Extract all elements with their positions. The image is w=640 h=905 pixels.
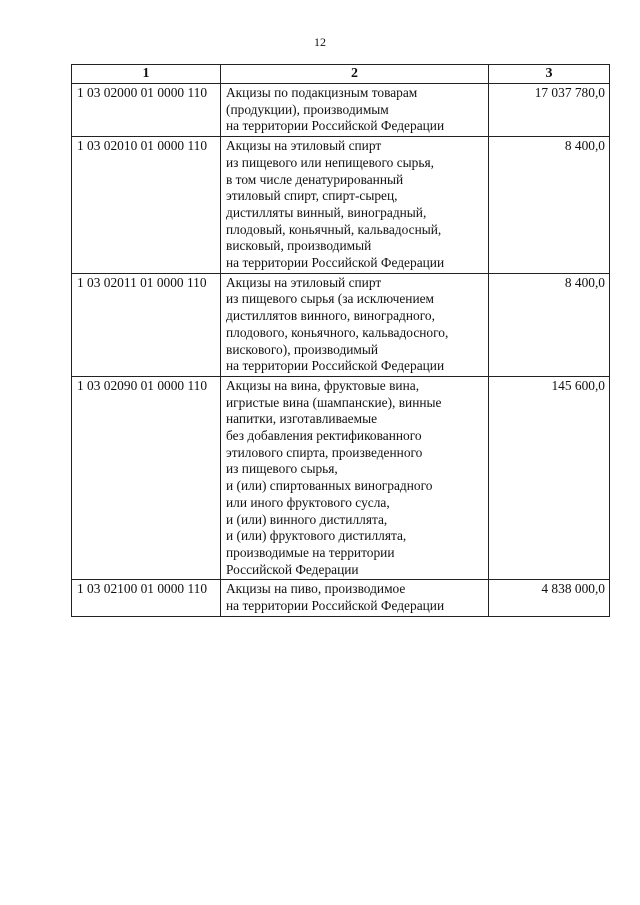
revenue-amount: 8 400,0 — [489, 137, 610, 274]
revenue-amount: 17 037 780,0 — [489, 84, 610, 137]
classification-code: 1 03 02010 01 0000 110 — [72, 137, 221, 274]
revenue-amount: 4 838 000,0 — [489, 580, 610, 616]
table-row — [72, 580, 610, 616]
revenue-name: Акцизы на этиловый спирт из пищевого сырья (за исключением дистиллятов винного, виноградного, плодового, коньячного, кальвадосного, вискового), производимый на территории Российской Федерации — [221, 273, 489, 376]
revenue-amount: 8 400,0 — [489, 273, 610, 376]
table-row — [72, 84, 610, 137]
classification-code: 1 03 02100 01 0000 110 — [72, 580, 221, 616]
revenue-name: Акцизы на пиво, производимое на территории Российской Федерации — [221, 580, 489, 616]
classification-code: 1 03 02000 01 0000 110 — [72, 84, 221, 137]
table-row — [72, 376, 610, 579]
classification-code: 1 03 02011 01 0000 110 — [72, 273, 221, 376]
revenue-amount: 145 600,0 — [489, 376, 610, 579]
table-row — [72, 137, 610, 274]
header-column-1: 1 — [72, 65, 221, 84]
budget-revenue-table — [71, 64, 610, 617]
table-header-row — [72, 65, 610, 84]
revenue-name: Акцизы на вина, фруктовые вина, игристые вина (шампанские), винные напитки, изготавливаемые без добавления ректификованного этилового спирта, произведенного из пищевого сырья, и (или) спиртованных виноградного или иного фруктового сусла, и (или) винного дистиллята, и (или) фруктового дистиллята, производимые на территории Российской Федерации — [221, 376, 489, 579]
header-column-3: 3 — [489, 65, 610, 84]
classification-code: 1 03 02090 01 0000 110 — [72, 376, 221, 579]
revenue-name: Акцизы на этиловый спирт из пищевого или непищевого сырья, в том числе денатурированный этиловый спирт, спирт-сырец, дистилляты винный, виноградный, плодовый, коньячный, кальвадосный, висковый, производимый на территории Российской Федерации — [221, 137, 489, 274]
revenue-name: Акцизы по подакцизным товарам (продукции), производимым на территории Российской Федерации — [221, 84, 489, 137]
table-row — [72, 273, 610, 376]
header-column-2: 2 — [221, 65, 489, 84]
page-number: 12 — [314, 35, 326, 49]
